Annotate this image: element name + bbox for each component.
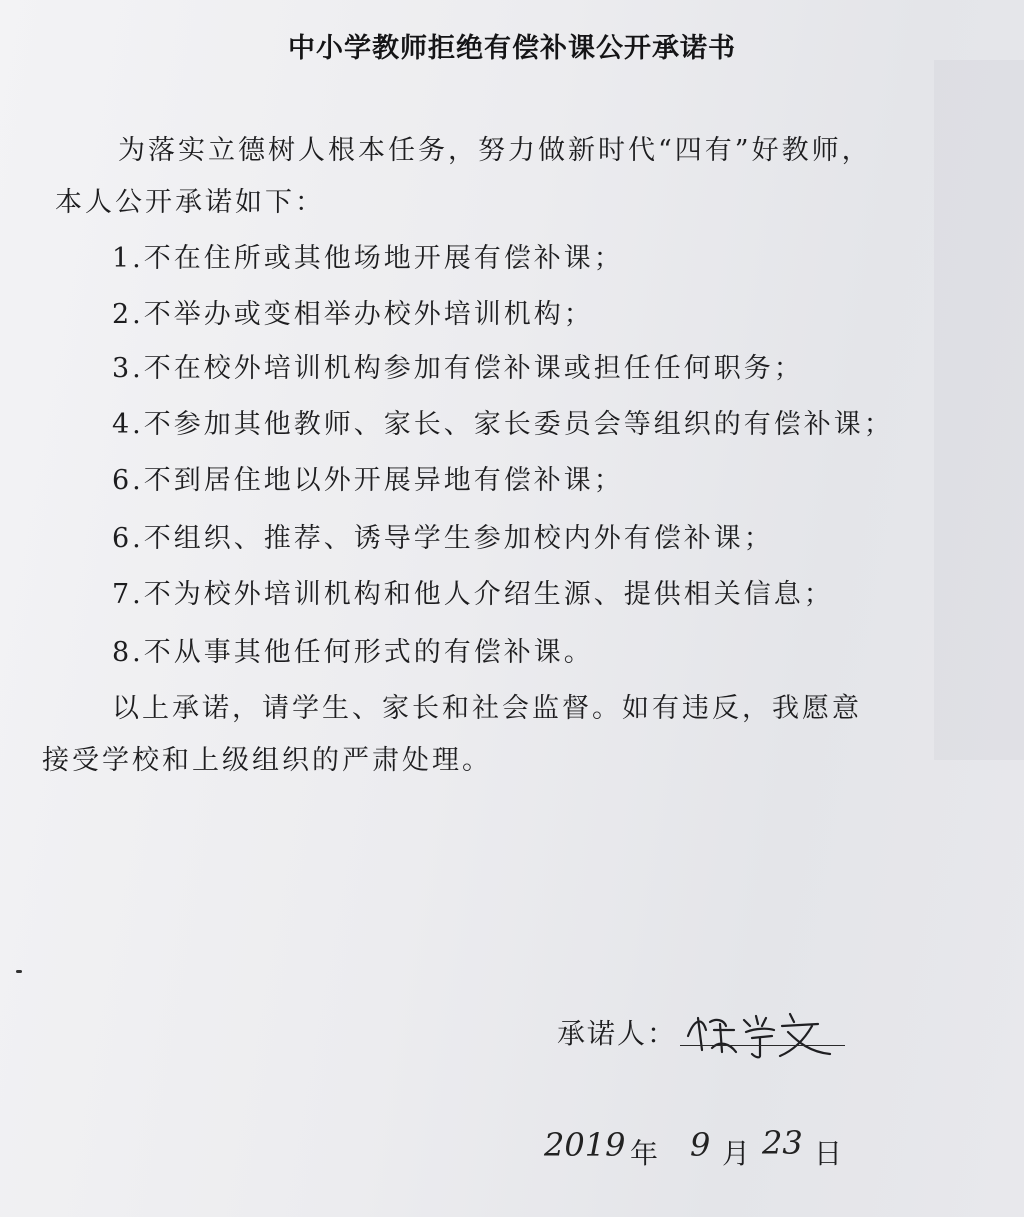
list-item-1: 1.不在住所或其他场地开展有偿补课；: [112, 243, 624, 274]
list-item-7: 7.不为校外培训机构和他人介绍生源、提供相关信息；: [112, 579, 834, 610]
bleed-through-shadow: [934, 60, 1024, 760]
intro-line-1: 为落实立德树人根本任务，努力做新时代“四有”好教师，: [118, 135, 872, 166]
signature-underline: [680, 1045, 845, 1046]
list-item-3: 3.不在校外培训机构参加有偿补课或担任任何职务；: [112, 353, 804, 384]
date-month-char: 月: [722, 1137, 751, 1170]
signer-label: 承诺人：: [557, 1017, 678, 1050]
date-year: 2019: [544, 1126, 626, 1164]
handwritten-signature: [680, 1000, 850, 1064]
document-title: 中小学教师拒绝有偿补课公开承诺书: [288, 33, 736, 64]
date-year-char: 年: [630, 1137, 659, 1170]
ink-speck: [16, 970, 22, 973]
date-month: 9: [690, 1126, 711, 1164]
closing-line-1: 以上承诺，请学生、家长和社会监督。如有违反，我愿意: [112, 693, 862, 724]
intro-line-2: 本人公开承诺如下：: [55, 187, 325, 218]
list-item-6: 6.不组织、推荐、诱导学生参加校内外有偿补课；: [112, 523, 774, 554]
signing-date: [540, 1120, 860, 1180]
date-day: 23: [762, 1124, 803, 1162]
list-item-4: 4.不参加其他教师、家长、家长委员会等组织的有偿补课；: [112, 409, 894, 440]
list-item-2: 2.不举办或变相举办校外培训机构；: [112, 299, 594, 330]
list-item-5: 6.不到居住地以外开展异地有偿补课；: [112, 465, 624, 496]
date-day-char: 日: [814, 1137, 843, 1170]
list-item-8: 8.不从事其他任何形式的有偿补课。: [112, 637, 594, 668]
closing-line-2: 接受学校和上级组织的严肃处理。: [42, 745, 492, 776]
